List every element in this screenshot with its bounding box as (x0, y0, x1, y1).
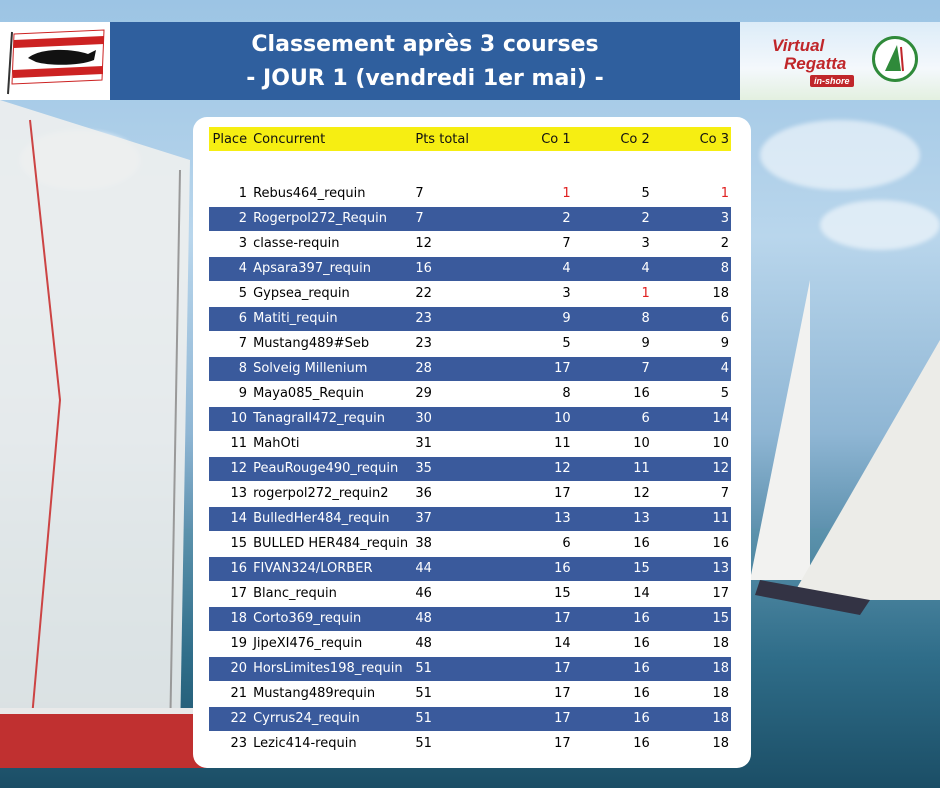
logo-text-virtual: Virtual (772, 36, 825, 55)
cell-co1: 15 (494, 581, 573, 606)
virtual-regatta-logo (740, 22, 940, 100)
table-row (209, 456, 731, 481)
table-row (209, 656, 731, 681)
cell-concurrent: BulledHer484_requin (251, 506, 413, 531)
column-header-concurrent: Concurrent (251, 127, 413, 151)
cell-pts-total: 28 (413, 356, 493, 381)
cell-place: 8 (209, 356, 251, 381)
cell-pts-total: 36 (413, 481, 493, 506)
cell-co1: 9 (494, 306, 573, 331)
cell-co1: 17 (494, 681, 573, 706)
cell-pts-total: 38 (413, 531, 493, 556)
column-header-co2: Co 2 (573, 127, 652, 151)
cell-concurrent: Cyrrus24_requin (251, 706, 413, 731)
cell-co3: 18 (652, 656, 731, 681)
results-table (209, 127, 731, 756)
table-row (209, 231, 731, 256)
cell-concurrent: Mustang489requin (251, 681, 413, 706)
cell-concurrent: classe-requin (251, 231, 413, 256)
cell-co3: 16 (652, 531, 731, 556)
cell-place: 22 (209, 706, 251, 731)
table-row (209, 531, 731, 556)
cell-place: 18 (209, 606, 251, 631)
cell-co1: 17 (494, 656, 573, 681)
logo-text-regatta: Regatta (784, 54, 847, 73)
title-banner (110, 22, 740, 100)
sail-right (750, 280, 940, 620)
cell-co2: 15 (573, 556, 652, 581)
cell-place: 10 (209, 406, 251, 431)
table-row (209, 556, 731, 581)
cell-co2: 5 (573, 181, 652, 206)
table-row (209, 356, 731, 381)
cell-place: 21 (209, 681, 251, 706)
cell-pts-total: 51 (413, 731, 493, 756)
cell-concurrent: Apsara397_requin (251, 256, 413, 281)
cell-co2: 16 (573, 631, 652, 656)
table-row (209, 306, 731, 331)
cell-co2: 16 (573, 656, 652, 681)
cell-co2: 16 (573, 381, 652, 406)
cell-co1: 1 (494, 181, 573, 206)
cell-pts-total: 51 (413, 706, 493, 731)
logo-badge-inshore: in-shore (810, 75, 854, 87)
cell-co1: 13 (494, 506, 573, 531)
cell-concurrent: Matiti_requin (251, 306, 413, 331)
cell-pts-total: 16 (413, 256, 493, 281)
table-row (209, 181, 731, 206)
table-row (209, 506, 731, 531)
cell-co3: 6 (652, 306, 731, 331)
cell-co1: 6 (494, 531, 573, 556)
cell-pts-total: 35 (413, 456, 493, 481)
cell-co2: 10 (573, 431, 652, 456)
cell-co2: 9 (573, 331, 652, 356)
cell-pts-total: 31 (413, 431, 493, 456)
cell-concurrent: JipeXI476_requin (251, 631, 413, 656)
cell-co2: 16 (573, 531, 652, 556)
table-header (209, 127, 731, 151)
table-row (209, 281, 731, 306)
cell-co1: 2 (494, 206, 573, 231)
cell-co3: 18 (652, 281, 731, 306)
cell-co3: 1 (652, 181, 731, 206)
cell-concurrent: HorsLimites198_requin (251, 656, 413, 681)
cell-pts-total: 12 (413, 231, 493, 256)
cell-co3: 14 (652, 406, 731, 431)
cell-pts-total: 23 (413, 306, 493, 331)
cell-concurrent: Lezic414-requin (251, 731, 413, 756)
cell-co1: 17 (494, 731, 573, 756)
cell-co2: 13 (573, 506, 652, 531)
cell-co2: 1 (573, 281, 652, 306)
cell-place: 16 (209, 556, 251, 581)
cell-concurrent: Mustang489#Seb (251, 331, 413, 356)
cell-co2: 4 (573, 256, 652, 281)
cell-co3: 9 (652, 331, 731, 356)
cell-place: 17 (209, 581, 251, 606)
cell-co2: 6 (573, 406, 652, 431)
cell-pts-total: 48 (413, 606, 493, 631)
cell-place: 9 (209, 381, 251, 406)
cell-concurrent: Maya085_Requin (251, 381, 413, 406)
cell-co2: 11 (573, 456, 652, 481)
cell-co3: 5 (652, 381, 731, 406)
cell-place: 6 (209, 306, 251, 331)
cell-co3: 15 (652, 606, 731, 631)
cell-place: 15 (209, 531, 251, 556)
table-row (209, 331, 731, 356)
cell-concurrent: Rogerpol272_Requin (251, 206, 413, 231)
cell-pts-total: 51 (413, 656, 493, 681)
table-row (209, 406, 731, 431)
table-row (209, 631, 731, 656)
cell-co3: 10 (652, 431, 731, 456)
cell-concurrent: BULLED HER484_requin (251, 531, 413, 556)
results-card (193, 117, 751, 768)
column-header-place: Place (209, 127, 251, 151)
cell-co1: 17 (494, 706, 573, 731)
cell-co2: 16 (573, 731, 652, 756)
cell-co3: 18 (652, 731, 731, 756)
table-row (209, 681, 731, 706)
cell-place: 12 (209, 456, 251, 481)
cell-pts-total: 22 (413, 281, 493, 306)
cell-co3: 18 (652, 631, 731, 656)
cell-place: 19 (209, 631, 251, 656)
cell-place: 7 (209, 331, 251, 356)
cell-pts-total: 30 (413, 406, 493, 431)
cell-co1: 16 (494, 556, 573, 581)
sail-left (0, 100, 200, 788)
cell-pts-total: 48 (413, 631, 493, 656)
cell-concurrent: TanagraII472_requin (251, 406, 413, 431)
title-line-2: - JOUR 1 (vendredi 1er mai) - (246, 66, 604, 91)
cell-co3: 11 (652, 506, 731, 531)
cell-co1: 14 (494, 631, 573, 656)
cell-pts-total: 44 (413, 556, 493, 581)
cell-place: 11 (209, 431, 251, 456)
cell-concurrent: Solveig Millenium (251, 356, 413, 381)
cell-place: 23 (209, 731, 251, 756)
table-row (209, 731, 731, 756)
cell-co1: 4 (494, 256, 573, 281)
cell-co2: 3 (573, 231, 652, 256)
cell-pts-total: 29 (413, 381, 493, 406)
cell-co1: 17 (494, 356, 573, 381)
cell-pts-total: 7 (413, 181, 493, 206)
cell-co1: 7 (494, 231, 573, 256)
table-row (209, 206, 731, 231)
cell-co1: 17 (494, 481, 573, 506)
cell-place: 14 (209, 506, 251, 531)
cell-co3: 7 (652, 481, 731, 506)
cell-co3: 8 (652, 256, 731, 281)
cell-co3: 4 (652, 356, 731, 381)
cell-concurrent: rogerpol272_requin2 (251, 481, 413, 506)
cell-co1: 12 (494, 456, 573, 481)
cell-co1: 10 (494, 406, 573, 431)
cell-co3: 18 (652, 681, 731, 706)
cell-co3: 2 (652, 231, 731, 256)
cell-co1: 5 (494, 331, 573, 356)
column-header-co3: Co 3 (652, 127, 731, 151)
cell-place: 2 (209, 206, 251, 231)
table-row (209, 381, 731, 406)
cell-co2: 8 (573, 306, 652, 331)
cell-place: 20 (209, 656, 251, 681)
column-header-pts-total: Pts total (413, 127, 493, 151)
cell-co2: 12 (573, 481, 652, 506)
sail-emblem-icon (872, 36, 918, 82)
cell-pts-total: 51 (413, 681, 493, 706)
table-row (209, 431, 731, 456)
column-header-co1: Co 1 (494, 127, 573, 151)
cell-co1: 11 (494, 431, 573, 456)
cell-concurrent: Corto369_requin (251, 606, 413, 631)
cell-pts-total: 37 (413, 506, 493, 531)
table-row (209, 581, 731, 606)
cell-concurrent: Gypsea_requin (251, 281, 413, 306)
title-line-1: Classement après 3 courses (251, 32, 599, 57)
cell-co2: 14 (573, 581, 652, 606)
cell-concurrent: Rebus464_requin (251, 181, 413, 206)
cell-place: 1 (209, 181, 251, 206)
cell-co1: 8 (494, 381, 573, 406)
table-row (209, 606, 731, 631)
cell-pts-total: 23 (413, 331, 493, 356)
cell-co2: 2 (573, 206, 652, 231)
cell-co3: 3 (652, 206, 731, 231)
cell-pts-total: 7 (413, 206, 493, 231)
cell-co3: 12 (652, 456, 731, 481)
cell-co2: 16 (573, 681, 652, 706)
table-row (209, 481, 731, 506)
cell-place: 4 (209, 256, 251, 281)
cell-co3: 18 (652, 706, 731, 731)
club-logo (0, 22, 110, 100)
cell-concurrent: PeauRouge490_requin (251, 456, 413, 481)
cell-co3: 17 (652, 581, 731, 606)
table-row (209, 706, 731, 731)
cell-place: 3 (209, 231, 251, 256)
cell-co2: 7 (573, 356, 652, 381)
cell-concurrent: Blanc_requin (251, 581, 413, 606)
cell-co3: 13 (652, 556, 731, 581)
cell-place: 5 (209, 281, 251, 306)
cell-co2: 16 (573, 706, 652, 731)
cell-co1: 17 (494, 606, 573, 631)
cell-co2: 16 (573, 606, 652, 631)
cell-place: 13 (209, 481, 251, 506)
cell-concurrent: FIVAN324/LORBER (251, 556, 413, 581)
table-row (209, 256, 731, 281)
cell-co1: 3 (494, 281, 573, 306)
cell-pts-total: 46 (413, 581, 493, 606)
cell-concurrent: MahOti (251, 431, 413, 456)
